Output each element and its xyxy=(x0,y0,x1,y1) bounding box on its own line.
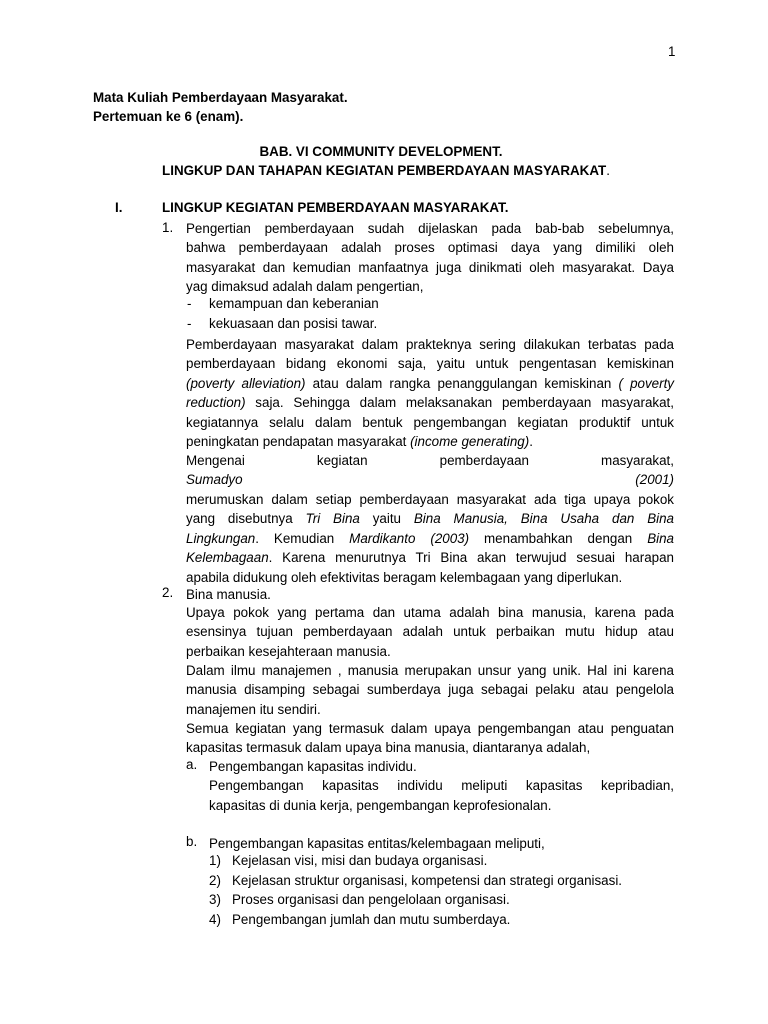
paragraph-line: Pemberdayaan masyarakat dalam prakteknya sering dilakukan terbatas pada xyxy=(186,337,674,352)
paragraph-line: perbaikan kesejahteraan manusia. xyxy=(186,643,391,659)
paragraph-line: esensinya tujuan pemberdayaan adalah untuk perbaikan mutu hidup atau xyxy=(186,624,674,640)
text-span: Mengenai kegiatan pemberdayaan masyarakat, xyxy=(186,453,674,468)
course-title: Mata Kuliah Pemberdayaan Masyarakat. xyxy=(93,90,348,105)
italic-term: Tri Bina xyxy=(305,511,360,527)
paragraph-line xyxy=(186,393,674,412)
italic-term: Sumadyo (2001) xyxy=(186,472,674,488)
text-span: menambahkan dengan xyxy=(469,530,648,546)
paragraph-line: pemberdayaan bidang ekonomi saja, yaitu untuk pengentasan kemiskinan xyxy=(186,356,674,372)
dash-item: kekuasaan dan posisi tawar. xyxy=(209,316,378,331)
paragraph-line: Dalam ilmu manajemen , manusia merupakan unsur yang unik. Hal ini karena xyxy=(186,663,674,678)
text-span: peningkatan pendapatan masyarakat xyxy=(186,434,411,450)
paragraph-line xyxy=(186,374,674,393)
numbered-item: Kejelasan struktur organisasi, kompetensi dan strategi organisasi. xyxy=(232,873,623,888)
text-span: yaitu xyxy=(359,511,414,527)
section-number: I. xyxy=(115,200,123,215)
item1-intro xyxy=(186,219,674,297)
paragraph-line: kegiatannya selalu dalam bentuk pengembangan kegiatan produktif untuk xyxy=(186,414,674,430)
paragraph-line: kapasitas di dunia kerja, pengembangan keprofesionalan. xyxy=(209,797,552,813)
item1-paragraph-2 xyxy=(186,335,674,452)
item-number: 2. xyxy=(162,585,174,600)
paragraph-line: kapasitas termasuk dalam upaya bina manusia, diantaranya adalah, xyxy=(186,740,591,756)
item-number: 1. xyxy=(162,220,174,235)
section-title: LINGKUP KEGIATAN PEMBERDAYAAN MASYARAKAT. xyxy=(162,200,509,215)
text-span: yang disebutnya xyxy=(186,511,306,527)
paragraph-line xyxy=(186,432,674,451)
paragraph-line xyxy=(186,451,674,490)
paragraph-line: Upaya pokok yang pertama dan utama adalah bina manusia, karena pada xyxy=(186,605,674,620)
italic-term: Kelembagaan xyxy=(186,550,269,566)
paragraph-line: Pengembangan kapasitas individu meliputi kapasitas kepribadian, xyxy=(209,778,674,794)
italic-term: Lingkungan xyxy=(186,530,256,546)
sub-item-title: Pengembangan kapasitas individu. xyxy=(209,759,417,774)
dash-bullet: - xyxy=(187,316,192,331)
italic-term: (income generating) xyxy=(410,434,530,450)
meeting-info: Pertemuan ke 6 (enam). xyxy=(93,109,244,124)
dash-item: kemampuan dan keberanian xyxy=(209,296,379,311)
chapter-subtitle xyxy=(2,163,768,178)
sub-item-a xyxy=(209,757,674,815)
sub-item-b-title: Pengembangan kapasitas entitas/kelembagaan meliputi, xyxy=(209,836,545,851)
page-number: 1 xyxy=(668,44,676,59)
paragraph-line: manajemen itu sendiri. xyxy=(186,701,321,717)
paragraph-line: yag dimaksud adalah dalam pengertian, xyxy=(186,279,424,295)
item2-title: Bina manusia. xyxy=(186,587,271,602)
text-span: . Karena menurutnya Tri Bina akan terwujud sesuai harapan xyxy=(268,550,674,566)
paragraph-line: merumuskan dalam setiap pemberdayaan masyarakat ada tiga upaya pokok xyxy=(186,491,674,507)
paragraph-line: Semua kegiatan yang termasuk dalam upaya pengembangan atau penguatan xyxy=(186,721,674,736)
italic-term: Bina Manusia, Bina Usaha dan Bina xyxy=(413,511,675,527)
sub-item-letter: b. xyxy=(186,834,198,849)
text-span: . xyxy=(529,434,533,450)
numbered-marker: 2) xyxy=(209,873,221,888)
document-header xyxy=(93,88,348,126)
paragraph-line: apabila didukung oleh efektivitas beragam kelembagaan yang diperlukan. xyxy=(186,569,623,585)
sub-item-letter: a. xyxy=(186,757,198,772)
italic-term: (poverty alleviation) xyxy=(186,375,306,391)
numbered-item: Proses organisasi dan pengelolaan organisasi. xyxy=(232,892,510,907)
item2-paragraph-1 xyxy=(186,603,674,661)
italic-term: ( poverty xyxy=(618,375,674,391)
italic-term: Mardikanto (2003) xyxy=(349,530,470,546)
numbered-marker: 1) xyxy=(209,853,221,868)
text-span: atau dalam rangka penanggulangan kemiskinan xyxy=(305,375,619,391)
item2-paragraph-2 xyxy=(186,661,674,719)
paragraph-line xyxy=(186,548,674,567)
item2-paragraph-3 xyxy=(186,719,674,758)
paragraph-line: masyarakat dan kemudian manfaatnya juga dinikmati oleh masyarakat. Daya xyxy=(186,259,674,275)
numbered-item: Kejelasan visi, misi dan budaya organisasi. xyxy=(232,853,488,868)
chapter-subtitle-period: . xyxy=(606,163,610,178)
text-span: saja. Sehingga dalam melaksanakan pemberdayaan masyarakat, xyxy=(245,395,674,411)
italic-term: Bina xyxy=(647,530,674,546)
numbered-marker: 4) xyxy=(209,912,221,927)
dash-bullet: - xyxy=(187,296,192,311)
chapter-subtitle-text: LINGKUP DAN TAHAPAN KEGIATAN PEMBERDAYAAN MASYARAKAT xyxy=(162,163,607,178)
text-span: . Kemudian xyxy=(255,530,350,546)
chapter-title: BAB. VI COMMUNITY DEVELOPMENT. xyxy=(259,144,503,159)
paragraph-line: bahwa pemberdayaan adalah proses optimasi daya yang dimiliki oleh xyxy=(186,240,674,256)
numbered-item: Pengembangan jumlah dan mutu sumberdaya. xyxy=(232,912,511,927)
paragraph-line: manusia disamping sebagai sumberdaya juga sebagai pelaku atau pengelola xyxy=(186,682,674,698)
paragraph-line: Pengertian pemberdayaan sudah dijelaskan pada bab-bab sebelumnya, xyxy=(186,221,674,236)
italic-term: reduction) xyxy=(186,395,246,411)
numbered-marker: 3) xyxy=(209,892,221,907)
paragraph-line xyxy=(186,529,674,548)
item1-paragraph-3 xyxy=(186,451,674,587)
paragraph-line xyxy=(186,509,674,528)
